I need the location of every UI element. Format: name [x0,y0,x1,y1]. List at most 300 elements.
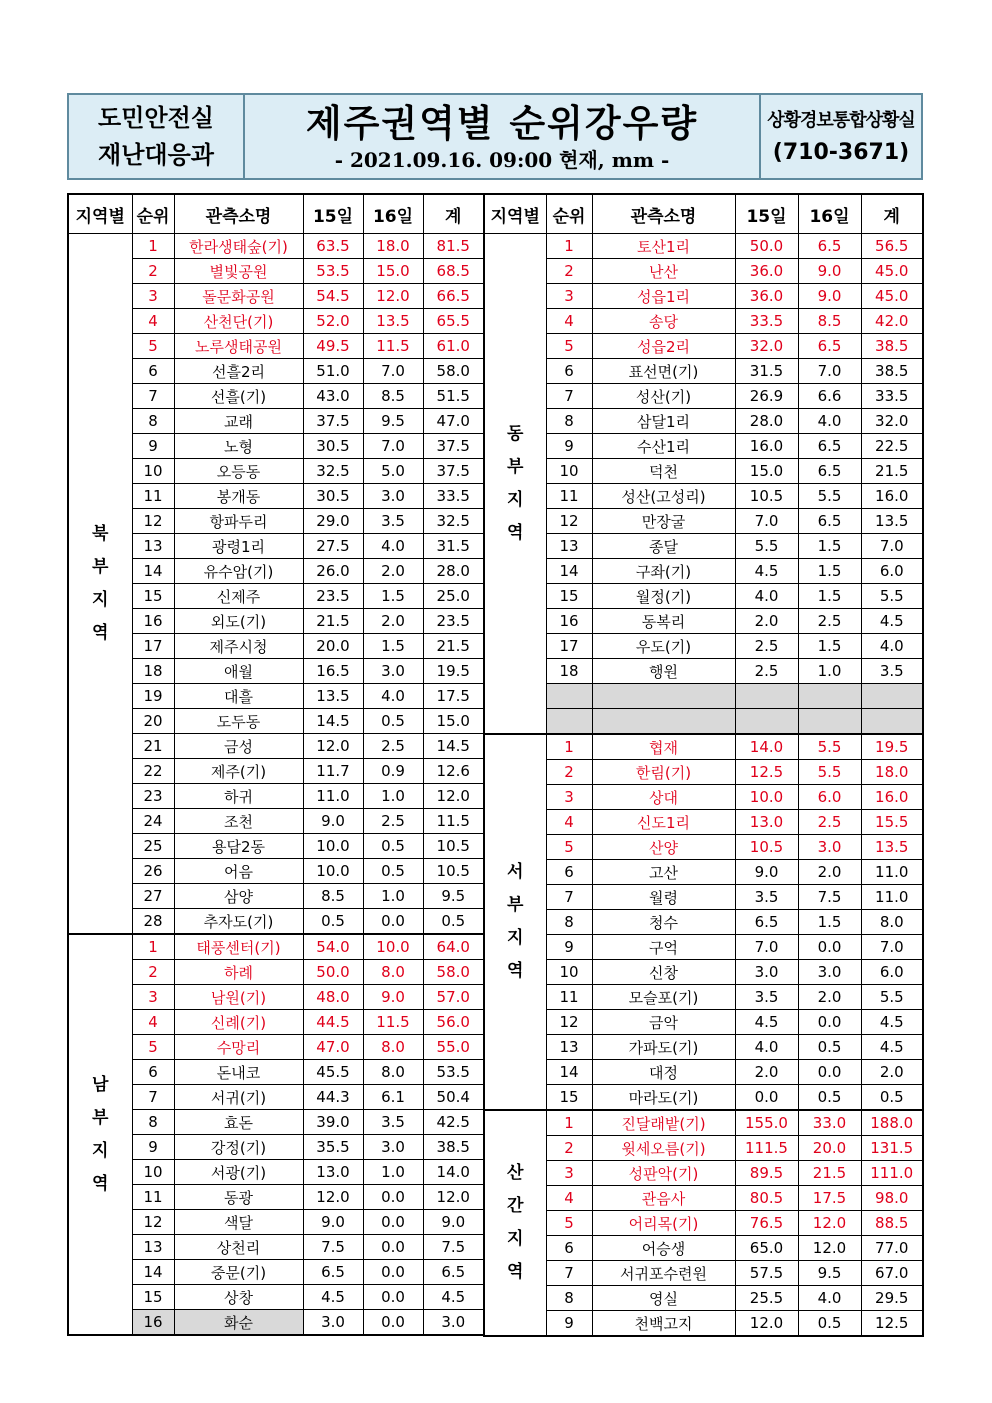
col-rank: 순위 [132,194,174,234]
total-cell: 15.0 [423,709,484,734]
day15-cell: 65.0 [735,1236,798,1261]
day15-cell: 4.0 [735,584,798,609]
day15-cell: 4.5 [735,559,798,584]
day16-cell: 9.0 [798,284,861,309]
day16-cell: 6.5 [798,334,861,359]
rank-cell: 7 [132,1085,174,1110]
station-cell: 대정 [592,1060,735,1085]
rank-cell: 5 [546,835,592,860]
total-cell: 65.5 [423,309,484,334]
rank-cell [546,684,592,709]
day16-cell: 4.0 [798,1286,861,1311]
total-cell: 37.5 [423,459,484,484]
day16-cell: 3.0 [363,659,423,684]
day15-cell: 13.0 [303,1160,363,1185]
day15-cell: 7.5 [303,1235,363,1260]
rank-cell: 10 [132,459,174,484]
day15-cell: 12.5 [735,760,798,785]
rank-cell: 2 [132,259,174,284]
station-cell: 도두동 [174,709,303,734]
day16-cell: 4.0 [363,684,423,709]
total-cell: 7.5 [423,1235,484,1260]
station-cell: 색달 [174,1210,303,1235]
rank-cell: 10 [546,459,592,484]
total-cell: 22.5 [861,434,923,459]
station-cell: 성판악(기) [592,1161,735,1186]
rank-cell: 9 [132,1135,174,1160]
col-total: 계 [861,194,923,234]
rank-cell: 5 [132,334,174,359]
station-cell: 선흘2리 [174,359,303,384]
station-cell: 상대 [592,785,735,810]
total-cell: 12.0 [423,784,484,809]
day15-cell: 155.0 [735,1110,798,1136]
rank-cell: 12 [132,509,174,534]
station-cell: 우도(기) [592,634,735,659]
station-cell: 상천리 [174,1235,303,1260]
rank-cell: 13 [132,534,174,559]
table-row [484,609,923,634]
rank-cell: 27 [132,884,174,909]
total-cell: 16.0 [861,785,923,810]
rank-cell: 16 [546,609,592,634]
title-box [245,95,759,178]
day16-cell: 2.5 [363,809,423,834]
station-cell: 화순 [174,1310,303,1336]
station-cell: 강정(기) [174,1135,303,1160]
total-cell: 98.0 [861,1186,923,1211]
station-cell: 구억 [592,935,735,960]
day16-cell: 33.0 [798,1110,861,1136]
rank-cell: 12 [546,509,592,534]
rank-cell: 11 [546,484,592,509]
rank-cell: 15 [546,1085,592,1111]
total-cell: 67.0 [861,1261,923,1286]
rank-cell: 20 [132,709,174,734]
total-cell: 4.5 [861,609,923,634]
day16-cell: 1.5 [798,534,861,559]
table-row [484,1035,923,1060]
total-cell: 17.5 [423,684,484,709]
day15-cell: 12.0 [735,1311,798,1337]
col-day15: 15일 [735,194,798,234]
station-cell: 성산(기) [592,384,735,409]
rank-cell: 11 [546,985,592,1010]
total-cell: 18.0 [861,760,923,785]
rank-cell: 1 [546,734,592,760]
station-cell: 고산 [592,860,735,885]
day15-cell: 0.5 [303,909,363,935]
rank-cell: 1 [546,1110,592,1136]
day15-cell: 9.0 [303,809,363,834]
station-cell: 윗세오름(기) [592,1136,735,1161]
day16-cell: 17.5 [798,1186,861,1211]
day15-cell: 7.0 [735,935,798,960]
day15-cell: 3.5 [735,985,798,1010]
station-cell: 서광(기) [174,1160,303,1185]
day15-cell: 13.0 [735,810,798,835]
day15-cell: 44.5 [303,1010,363,1035]
day16-cell: 5.5 [798,734,861,760]
day15-cell: 4.5 [735,1010,798,1035]
total-cell: 4.5 [861,1010,923,1035]
day15-cell: 52.0 [303,309,363,334]
total-cell: 58.0 [423,359,484,384]
total-cell: 8.0 [861,910,923,935]
day15-cell: 12.0 [303,734,363,759]
day16-cell: 2.5 [798,609,861,634]
rank-cell: 7 [132,384,174,409]
rank-cell: 4 [132,309,174,334]
rank-cell: 9 [546,1311,592,1337]
table-row [484,659,923,684]
day16-cell: 11.5 [363,334,423,359]
table-row [484,559,923,584]
day15-cell: 6.5 [303,1260,363,1285]
col-total: 계 [423,194,484,234]
day15-cell: 31.5 [735,359,798,384]
rank-cell: 25 [132,834,174,859]
station-cell: 돌문화공원 [174,284,303,309]
station-cell: 추자도(기) [174,909,303,935]
day16-cell: 0.0 [798,1010,861,1035]
day15-cell: 9.0 [303,1210,363,1235]
station-cell: 난산 [592,259,735,284]
station-cell: 송당 [592,309,735,334]
day16-cell: 9.5 [363,409,423,434]
department-line-2: 재난대응과 [98,140,214,169]
day15-cell: 12.0 [303,1185,363,1210]
rank-cell: 12 [546,1010,592,1035]
rank-cell: 15 [132,1285,174,1310]
rank-cell: 21 [132,734,174,759]
day15-cell: 4.0 [735,1035,798,1060]
day16-cell: 1.5 [363,584,423,609]
region-label: 서 부 지 역 [484,734,546,1110]
station-cell: 대흘 [174,684,303,709]
day16-cell: 12.0 [798,1236,861,1261]
rank-cell: 5 [546,1211,592,1236]
day15-cell: 30.5 [303,484,363,509]
day16-cell: 7.5 [798,885,861,910]
day15-cell: 37.5 [303,409,363,434]
day15-cell: 36.0 [735,259,798,284]
table-row [484,259,923,284]
day16-cell: 13.5 [363,309,423,334]
station-cell: 신제주 [174,584,303,609]
day15-cell: 3.5 [735,885,798,910]
day16-cell: 0.0 [363,1185,423,1210]
rank-cell: 3 [546,785,592,810]
total-cell: 9.5 [423,884,484,909]
day16-cell: 5.5 [798,484,861,509]
day15-cell: 11.0 [303,784,363,809]
total-cell: 68.5 [423,259,484,284]
total-cell: 38.5 [861,359,923,384]
day15-cell: 2.0 [735,609,798,634]
total-cell: 28.0 [423,559,484,584]
table-row [484,835,923,860]
day15-cell: 0.0 [735,1085,798,1111]
rank-cell: 2 [132,960,174,985]
table-row [484,1110,923,1136]
station-cell: 천백고지 [592,1311,735,1337]
day15-cell: 21.5 [303,609,363,634]
day15-cell: 29.0 [303,509,363,534]
day16-cell: 9.0 [798,259,861,284]
day16-cell: 2.0 [363,559,423,584]
table-row [484,459,923,484]
station-cell: 항파두리 [174,509,303,534]
day16-cell: 0.5 [363,859,423,884]
table-header-row [484,194,923,234]
rank-cell: 6 [132,359,174,384]
table-row [484,709,923,735]
total-cell: 2.0 [861,1060,923,1085]
station-cell: 구좌(기) [592,559,735,584]
table-row [484,634,923,659]
table-row [484,359,923,384]
rank-cell: 13 [132,1235,174,1260]
station-cell: 신창 [592,960,735,985]
day16-cell: 7.0 [363,434,423,459]
day16-cell: 0.0 [363,1235,423,1260]
station-cell: 외도(기) [174,609,303,634]
total-cell: 14.5 [423,734,484,759]
total-cell: 111.0 [861,1161,923,1186]
rank-cell: 1 [132,934,174,960]
station-cell: 청수 [592,910,735,935]
total-cell: 6.0 [861,960,923,985]
rank-cell: 17 [546,634,592,659]
station-cell: 용담2동 [174,834,303,859]
rank-cell: 10 [132,1160,174,1185]
table-row [484,760,923,785]
day15-cell: 45.5 [303,1060,363,1085]
day15-cell: 26.9 [735,384,798,409]
rank-cell: 11 [132,484,174,509]
station-cell: 모슬포(기) [592,985,735,1010]
rank-cell: 14 [546,559,592,584]
rank-cell: 14 [546,1060,592,1085]
office-name: 상황경보통합상황실 [767,109,915,131]
col-region: 지역별 [68,194,132,234]
day15-cell: 2.5 [735,634,798,659]
day15-cell: 20.0 [303,634,363,659]
table-row [484,935,923,960]
day16-cell: 9.5 [798,1261,861,1286]
day16-cell: 20.0 [798,1136,861,1161]
station-cell: 별빛공원 [174,259,303,284]
region-label: 동 부 지 역 [484,234,546,735]
day15-cell: 13.5 [303,684,363,709]
rank-cell: 4 [132,1010,174,1035]
day15-cell: 16.0 [735,434,798,459]
station-cell: 영실 [592,1286,735,1311]
total-cell: 12.5 [861,1311,923,1337]
day16-cell: 3.0 [798,835,861,860]
day15-cell: 5.5 [735,534,798,559]
station-cell: 성읍1리 [592,284,735,309]
total-cell: 21.5 [861,459,923,484]
rank-cell: 15 [546,584,592,609]
day16-cell: 0.0 [363,1310,423,1336]
station-cell: 토산1리 [592,234,735,259]
day16-cell: 1.0 [363,884,423,909]
rank-cell: 5 [546,334,592,359]
day15-cell: 2.5 [735,659,798,684]
table-row [484,484,923,509]
day15-cell: 76.5 [735,1211,798,1236]
day15-cell: 53.5 [303,259,363,284]
station-cell: 남원(기) [174,985,303,1010]
day16-cell: 12.0 [363,284,423,309]
department-box [69,95,245,178]
total-cell: 66.5 [423,284,484,309]
day16-cell: 0.0 [363,1210,423,1235]
day15-cell: 10.5 [735,484,798,509]
day15-cell: 4.5 [303,1285,363,1310]
day16-cell: 18.0 [363,234,423,259]
day16-cell: 2.0 [798,860,861,885]
day16-cell: 6.0 [798,785,861,810]
day15-cell: 10.0 [303,834,363,859]
table-row [484,1311,923,1337]
total-cell: 64.0 [423,934,484,960]
day15-cell: 48.0 [303,985,363,1010]
total-cell: 13.5 [861,835,923,860]
rank-cell: 26 [132,859,174,884]
rank-cell: 9 [546,434,592,459]
station-cell: 월정(기) [592,584,735,609]
region-label: 남 부 지 역 [68,934,132,1335]
day15-cell: 57.5 [735,1261,798,1286]
day15-cell: 43.0 [303,384,363,409]
day15-cell: 47.0 [303,1035,363,1060]
rank-cell: 4 [546,309,592,334]
station-cell: 하귀 [174,784,303,809]
station-cell: 관음사 [592,1186,735,1211]
total-cell: 38.5 [423,1135,484,1160]
day16-cell [798,709,861,735]
total-cell: 61.0 [423,334,484,359]
station-cell: 유수암(기) [174,559,303,584]
station-cell: 성읍2리 [592,334,735,359]
total-cell: 88.5 [861,1211,923,1236]
day15-cell: 15.0 [735,459,798,484]
total-cell: 56.5 [861,234,923,259]
rank-cell: 6 [546,860,592,885]
total-cell: 6.0 [861,559,923,584]
total-cell: 47.0 [423,409,484,434]
station-cell: 산천단(기) [174,309,303,334]
total-cell: 53.5 [423,1060,484,1085]
rank-cell: 3 [546,284,592,309]
day15-cell: 10.0 [303,859,363,884]
total-cell: 0.5 [423,909,484,935]
col-station: 관측소명 [174,194,303,234]
table-row [68,234,484,259]
rank-cell: 7 [546,1261,592,1286]
table-row [484,985,923,1010]
rank-cell: 28 [132,909,174,935]
total-cell: 42.5 [423,1110,484,1135]
day16-cell: 1.5 [798,634,861,659]
day16-cell: 2.0 [363,609,423,634]
day15-cell: 49.5 [303,334,363,359]
rank-cell: 4 [546,810,592,835]
day16-cell: 3.5 [363,509,423,534]
station-cell: 가파도(기) [592,1035,735,1060]
rank-cell: 10 [546,960,592,985]
office-phone: (710-3671) [772,139,910,165]
station-cell: 수산1리 [592,434,735,459]
station-cell: 협재 [592,734,735,760]
station-cell: 월령 [592,885,735,910]
day15-cell: 27.5 [303,534,363,559]
day15-cell: 54.5 [303,284,363,309]
total-cell: 32.0 [861,409,923,434]
day15-cell: 26.0 [303,559,363,584]
rank-cell: 13 [546,1035,592,1060]
table-row [484,434,923,459]
rank-cell: 24 [132,809,174,834]
day16-cell: 6.5 [798,434,861,459]
station-cell: 성산(고성리) [592,484,735,509]
day16-cell: 6.5 [798,234,861,259]
day16-cell: 0.5 [363,834,423,859]
total-cell: 188.0 [861,1110,923,1136]
total-cell: 12.0 [423,1185,484,1210]
page-subtitle: - 2021.09.16. 09:00 현재, mm - [334,147,670,172]
total-cell [861,684,923,709]
station-cell: 봉개동 [174,484,303,509]
rank-cell: 9 [132,434,174,459]
day15-cell: 7.0 [735,509,798,534]
rainfall-table-left [67,193,485,1336]
rank-cell: 22 [132,759,174,784]
day16-cell: 0.0 [798,935,861,960]
rank-cell: 1 [546,234,592,259]
table-row [484,234,923,259]
station-cell: 마라도(기) [592,1085,735,1111]
table-row [484,1236,923,1261]
station-cell: 제주시청 [174,634,303,659]
table-row [484,785,923,810]
day16-cell: 1.5 [798,584,861,609]
rank-cell: 4 [546,1186,592,1211]
day16-cell: 1.5 [798,559,861,584]
page-title: 제주권역별 순위강우량 [305,101,699,145]
rank-cell: 9 [546,935,592,960]
total-cell: 3.5 [861,659,923,684]
table-row [484,1161,923,1186]
total-cell: 51.5 [423,384,484,409]
station-cell: 한림(기) [592,760,735,785]
station-cell: 동복리 [592,609,735,634]
rank-cell: 8 [546,910,592,935]
day16-cell: 0.0 [363,909,423,935]
total-cell: 9.0 [423,1210,484,1235]
department-line-1: 도민안전실 [98,103,214,132]
total-cell: 11.5 [423,809,484,834]
total-cell: 56.0 [423,1010,484,1035]
day15-cell: 36.0 [735,284,798,309]
day16-cell: 0.5 [363,709,423,734]
station-cell: 효돈 [174,1110,303,1135]
station-cell: 만장굴 [592,509,735,534]
day15-cell: 80.5 [735,1186,798,1211]
